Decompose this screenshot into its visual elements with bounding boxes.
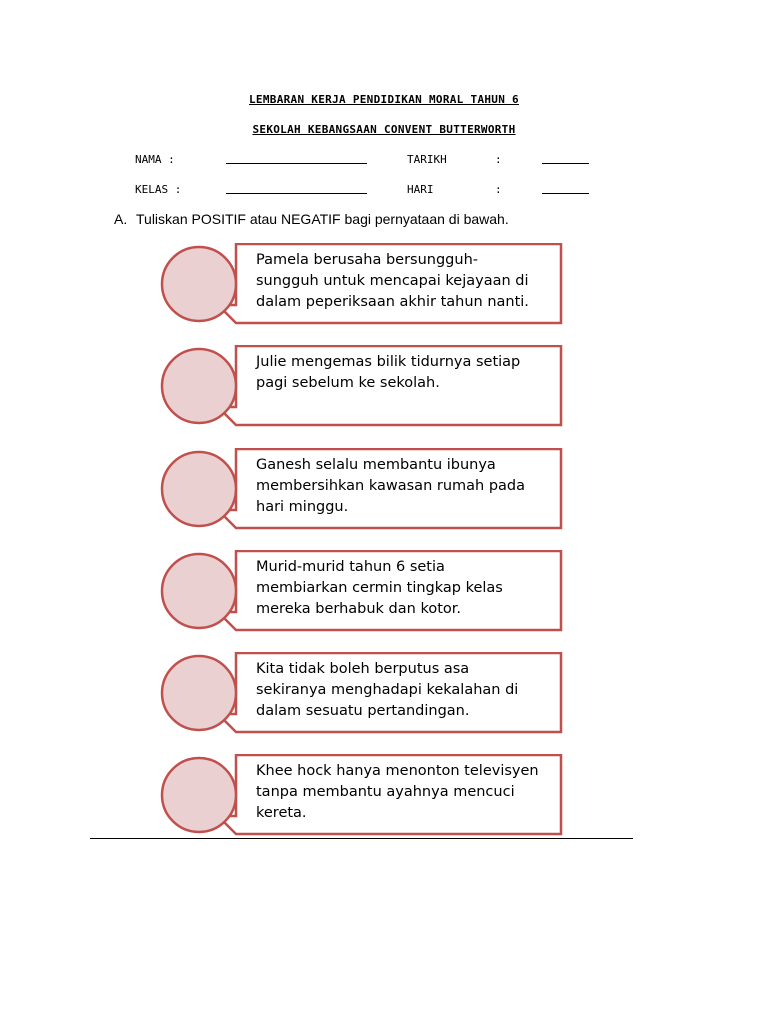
- answer-circle[interactable]: [162, 656, 236, 730]
- statement-text: [256, 250, 556, 313]
- answer-circle[interactable]: [162, 247, 236, 321]
- statement-text: [256, 455, 556, 518]
- statement-line: membersihkan kawasan rumah pada: [256, 478, 526, 494]
- hari-label: HARI: [407, 183, 434, 196]
- statement-line: sekiranya menghadapi kekalahan di: [256, 682, 519, 698]
- answer-circle[interactable]: [162, 349, 236, 423]
- tarikh-label: TARIKH: [407, 153, 447, 166]
- statement-text: [256, 352, 556, 394]
- statement-line: Murid-murid tahun 6 setia: [256, 559, 445, 575]
- statement-line: mereka berhabuk dan kotor.: [256, 601, 461, 617]
- statement-line: dalam peperiksaan akhir tahun nanti.: [256, 294, 529, 310]
- statement-line: kereta.: [256, 805, 307, 821]
- statement-line: Ganesh selalu membantu ibunya: [256, 457, 496, 473]
- statement-line: tanpa membantu ayahnya mencuci: [256, 784, 515, 800]
- statement-item: [160, 345, 564, 429]
- tarikh-blank[interactable]: [542, 163, 589, 164]
- statement-line: hari minggu.: [256, 499, 349, 515]
- statement-item: [160, 448, 564, 532]
- statement-line: Kita tidak boleh berputus asa: [256, 661, 470, 677]
- instruction: [114, 211, 509, 227]
- answer-circle[interactable]: [162, 758, 236, 832]
- statement-line: Khee hock hanya menonton televisyen: [256, 763, 539, 779]
- kelas-blank[interactable]: [226, 193, 367, 194]
- bottom-divider: [90, 838, 633, 839]
- answer-circle[interactable]: [162, 452, 236, 526]
- statement-item: [160, 550, 564, 634]
- statement-text: [256, 761, 556, 824]
- statement-text: [256, 557, 556, 620]
- statement-item: [160, 652, 564, 736]
- nama-label: NAMA :: [135, 153, 175, 166]
- answer-circle[interactable]: [162, 554, 236, 628]
- statement-line: Pamela berusaha bersungguh-: [256, 252, 478, 268]
- statement-text: [256, 659, 556, 722]
- hari-blank[interactable]: [542, 193, 589, 194]
- kelas-label: KELAS :: [135, 183, 182, 196]
- statement-item: [160, 754, 564, 838]
- statement-item: [160, 243, 564, 327]
- statement-line: sungguh untuk mencapai kejayaan di: [256, 273, 529, 289]
- statement-line: Julie mengemas bilik tidurnya setiap: [256, 354, 521, 370]
- hari-colon: :: [495, 183, 502, 196]
- worksheet-title: LEMBARAN KERJA PENDIDIKAN MORAL TAHUN 6: [249, 93, 519, 106]
- statement-line: membiarkan cermin tingkap kelas: [256, 580, 503, 596]
- statement-line: pagi sebelum ke sekolah.: [256, 375, 440, 391]
- nama-blank[interactable]: [226, 163, 367, 164]
- statement-line: dalam sesuatu pertandingan.: [256, 703, 470, 719]
- instruction-text: Tuliskan POSITIF atau NEGATIF bagi pernyataan di bawah.: [136, 211, 509, 227]
- school-name: SEKOLAH KEBANGSAAN CONVENT BUTTERWORTH: [252, 123, 516, 136]
- tarikh-colon: :: [495, 153, 502, 166]
- section-letter: A.: [114, 211, 128, 227]
